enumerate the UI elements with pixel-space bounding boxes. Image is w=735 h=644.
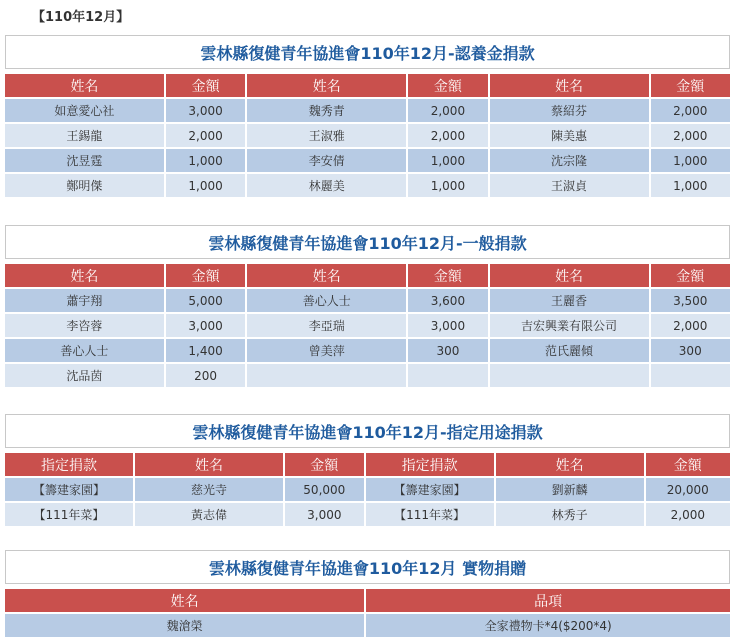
table-row [5, 614, 730, 637]
column-header: 姓名 [496, 453, 644, 476]
table-row [5, 314, 730, 337]
donation-amount [408, 364, 487, 387]
column-header: 金額 [166, 74, 245, 97]
donation-amount: 1,000 [408, 174, 487, 197]
table-row [5, 364, 730, 387]
column-header: 金額 [651, 264, 731, 287]
section-sponsorship-donations [5, 35, 730, 199]
column-header: 姓名 [135, 453, 283, 476]
donation-table [3, 587, 732, 639]
donation-amount: 2,000 [651, 99, 731, 122]
donor-name: 劉新麟 [496, 478, 644, 501]
section-title: 雲林縣復健青年協進會110年12月-認養金捐款 [5, 35, 730, 69]
column-header: 姓名 [247, 264, 406, 287]
column-header: 姓名 [490, 74, 649, 97]
donation-table [3, 72, 732, 199]
donation-amount: 300 [651, 339, 731, 362]
donor-name: 李亞瑞 [247, 314, 406, 337]
donation-amount: 50,000 [285, 478, 364, 501]
column-header: 姓名 [5, 264, 164, 287]
donation-amount: 1,000 [408, 149, 487, 172]
donation-amount: 20,000 [646, 478, 730, 501]
column-header: 金額 [646, 453, 730, 476]
donor-name: 林秀子 [496, 503, 644, 526]
donation-table [3, 262, 732, 389]
column-header: 金額 [285, 453, 364, 476]
table-row [5, 149, 730, 172]
donor-name: 王淑貞 [490, 174, 649, 197]
designation: 【籌建家園】 [366, 478, 494, 501]
donor-name: 王麗香 [490, 289, 649, 312]
donation-amount: 2,000 [651, 314, 731, 337]
designation: 【111年菜】 [5, 503, 133, 526]
designation: 【111年菜】 [366, 503, 494, 526]
table-header-row [5, 589, 730, 612]
donation-amount: 2,000 [646, 503, 730, 526]
donor-name: 李咨蓉 [5, 314, 164, 337]
table-header-row [5, 74, 730, 97]
donation-amount: 2,000 [408, 124, 487, 147]
table-row [5, 503, 730, 526]
donation-amount: 1,000 [651, 149, 731, 172]
donor-name: 曾美萍 [247, 339, 406, 362]
donor-name: 魏秀青 [247, 99, 406, 122]
donor-name: 林麗美 [247, 174, 406, 197]
section-title: 雲林縣復健青年協進會110年12月 實物捐贈 [5, 550, 730, 584]
donor-name: 鄭明傑 [5, 174, 164, 197]
column-header: 姓名 [247, 74, 406, 97]
donor-name: 沈昱霆 [5, 149, 164, 172]
column-header: 姓名 [5, 589, 364, 612]
donation-amount: 3,000 [166, 99, 245, 122]
donor-name: 黃志偉 [135, 503, 283, 526]
designation: 【籌建家園】 [5, 478, 133, 501]
table-header-row [5, 264, 730, 287]
column-header: 金額 [651, 74, 731, 97]
donated-item: 全家禮物卡*4($200*4) [366, 614, 730, 637]
donor-name: 慈光寺 [135, 478, 283, 501]
period-label: 【110年12月】 [32, 10, 130, 25]
donor-name: 李安倩 [247, 149, 406, 172]
donor-name: 善心人士 [247, 289, 406, 312]
donor-name [247, 364, 406, 387]
donor-name: 如意愛心社 [5, 99, 164, 122]
column-header: 金額 [408, 264, 487, 287]
table-row [5, 289, 730, 312]
table-row [5, 339, 730, 362]
table-row [5, 124, 730, 147]
donation-amount: 1,000 [166, 149, 245, 172]
donor-name: 蕭宇翔 [5, 289, 164, 312]
section-in-kind-donations [5, 550, 730, 639]
donor-name: 沈品茵 [5, 364, 164, 387]
table-row [5, 174, 730, 197]
donor-name: 王淑雅 [247, 124, 406, 147]
donation-amount: 3,000 [166, 314, 245, 337]
donation-amount: 3,600 [408, 289, 487, 312]
donation-amount: 5,000 [166, 289, 245, 312]
table-header-row [5, 453, 730, 476]
table-row [5, 99, 730, 122]
donation-amount: 2,000 [166, 124, 245, 147]
donation-amount [651, 364, 731, 387]
donor-name: 陳美惠 [490, 124, 649, 147]
column-header: 指定捐款 [366, 453, 494, 476]
donor-name: 善心人士 [5, 339, 164, 362]
column-header: 指定捐款 [5, 453, 133, 476]
donor-name: 吉宏興業有限公司 [490, 314, 649, 337]
column-header: 品項 [366, 589, 730, 612]
section-title: 雲林縣復健青年協進會110年12月-一般捐款 [5, 225, 730, 259]
donor-name [490, 364, 649, 387]
donation-amount: 1,000 [166, 174, 245, 197]
section-designated-donations [5, 414, 730, 528]
section-general-donations [5, 225, 730, 389]
column-header: 姓名 [5, 74, 164, 97]
donation-amount: 2,000 [651, 124, 731, 147]
donor-name: 魏滄榮 [5, 614, 364, 637]
section-title: 雲林縣復健青年協進會110年12月-指定用途捐款 [5, 414, 730, 448]
donation-amount: 300 [408, 339, 487, 362]
donor-name: 范氏麗傾 [490, 339, 649, 362]
column-header: 金額 [166, 264, 245, 287]
donor-name: 王錫龍 [5, 124, 164, 147]
donation-amount: 1,400 [166, 339, 245, 362]
donor-name: 蔡紹芬 [490, 99, 649, 122]
column-header: 姓名 [490, 264, 649, 287]
donation-amount: 2,000 [408, 99, 487, 122]
donation-amount: 200 [166, 364, 245, 387]
donation-amount: 1,000 [651, 174, 731, 197]
donation-amount: 3,000 [285, 503, 364, 526]
column-header: 金額 [408, 74, 487, 97]
donor-name: 沈宗隆 [490, 149, 649, 172]
donation-table [3, 451, 732, 528]
donation-amount: 3,500 [651, 289, 731, 312]
donation-amount: 3,000 [408, 314, 487, 337]
table-row [5, 478, 730, 501]
